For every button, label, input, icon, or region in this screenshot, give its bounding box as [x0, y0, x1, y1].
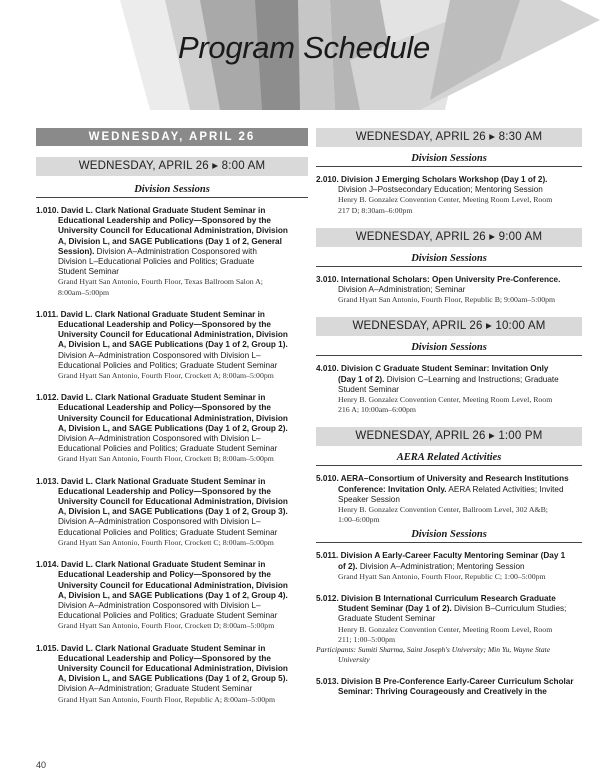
- session-5011: 5.011. Division A Early-Career Faculty Mentoring Seminar (Day 1 of 2). Division A–Administration; Mentoring Session Grand Hyatt San Antonio, Fourth Floor, Republic C; 1:00–5:00pm: [316, 551, 566, 581]
- session-1011: 1.011. David L. Clark National Graduate Student Seminar in Educational Leadership and Policy—Sponsored by the University Council for Educational Administration, Division A, Division L, and SAGE Publications (Day 1 of 2, Group 1). Division A–Administration Cosponsored with Division L– Educational Policies and Politics; Graduate Student Seminar Grand Hyatt San Antonio, Fourth Floor, Crockett A; 8:00am–5:00pm: [36, 309, 288, 381]
- time-slot-header: WEDNESDAY, APRIL 26 ▸ 9:00 AM: [316, 228, 582, 247]
- category-heading: Division Sessions: [36, 184, 308, 198]
- session-3010: 3.010. International Scholars: Open University Pre-Conference. Division A–Administration; Seminar Grand Hyatt San Antonio, Fourth Floor, Republic B; 9:00am–5:00pm: [316, 274, 561, 305]
- session-5010: 5.010. AERA–Consortium of University and Research Institutions Conference: Invitation Only. AERA Related Activities; Invited Speaker Session Henry B. Gonzalez Convention Center, Ballroom Level, 302 A&B; 1:00–6:00pm: [316, 474, 569, 525]
- page-number: 40: [36, 760, 47, 770]
- session-1010: 1.010. David L. Clark National Graduate Student Seminar in Educational Leadership and Policy—Sponsored by the University Council for Educational Administration, Division A, Division L, and SAGE Publications (Day 1 of 2, General Session). Division A–Administration Cosponsored with Division L–Educational Policies and Politics; Graduate Student Seminar Grand Hyatt San Antonio, Fourth Floor, Texas Ballroom Salon A; 8:00am–5:00pm: [36, 206, 288, 297]
- time-slot-header: WEDNESDAY, APRIL 26 ▸ 10:00 AM: [316, 317, 582, 336]
- session-1013: 1.013. David L. Clark National Graduate Student Seminar in Educational Leadership and Policy—Sponsored by the University Council for Educational Administration, Division A, Division L, and SAGE Publications (Day 1 of 2, Group 3). Division A–Administration Cosponsored with Division L– Educational Policies and Politics; Graduate Student Seminar Grand Hyatt San Antonio, Fourth Floor, Crockett C; 8:00am–5:00pm: [36, 476, 288, 547]
- session-1012: 1.012. David L. Clark National Graduate Student Seminar in Educational Leadership and Policy—Sponsored by the University Council for Educational Administration, Division A, Division L, and SAGE Publications (Day 1 of 2, Group 2). Division A–Administration Cosponsored with Division L– Educational Policies and Politics; Graduate Student Seminar Grand Hyatt San Antonio, Fourth Floor, Crockett B; 8:00am–5:00pm: [36, 393, 288, 464]
- session-4010: 4.010. Division C Graduate Student Seminar: Invitation Only (Day 1 of 2). Division C–Learning and Instructions; Graduate Student Seminar Henry B. Gonzalez Convention Center, Meeting Room Level, Room 216 A; 10:00am–6:00pm: [316, 364, 559, 415]
- session-5013: 5.013. Division B Pre-Conference Early-Career Curriculum Scholar Seminar: Thriving Courageously and Creatively in the: [316, 676, 574, 697]
- session-1014: 1.014. David L. Clark National Graduate Student Seminar in Educational Leadership and Policy—Sponsored by the University Council for Educational Administration, Division A, Division L, and SAGE Publications (Day 1 of 2, Group 4). Division A–Administration Cosponsored with Division L– Educational Policies and Politics; Graduate Student Seminar Grand Hyatt San Antonio, Fourth Floor, Crockett D; 8:00am–5:00pm: [36, 560, 288, 631]
- left-column: [36, 128, 308, 717]
- page-title: Program Schedule: [178, 30, 430, 65]
- time-slot-header: WEDNESDAY, APRIL 26 ▸ 8:30 AM: [316, 128, 582, 147]
- time-slot-header: WEDNESDAY, APRIL 26 ▸ 8:00 AM: [36, 157, 308, 176]
- session-5012: 5.012. Division B International Curriculum Research Graduate Student Seminar (Day 1 of 2). Division B–Curriculum Studies; Graduate Student Seminar Henry B. Gonzalez Convention Center, Meeting Room Level, Room 211; 1:00–5:00pm Participants: Sumiti Sharma, Saint Joseph's University; Min Yu, Wayne State University: [316, 594, 582, 665]
- header-banner: [0, 0, 603, 110]
- category-heading: Division Sessions: [316, 342, 582, 356]
- category-heading: Division Sessions: [316, 529, 582, 543]
- category-heading: Division Sessions: [316, 253, 582, 267]
- category-heading: AERA Related Activities: [316, 452, 582, 466]
- session-1015: 1.015. David L. Clark National Graduate Student Seminar in Educational Leadership and Policy—Sponsored by the University Council for Educational Administration, Division A, Division L, and SAGE Publications (Day 1 of 2, Group 5). Division A–Administration; Graduate Student Seminar Grand Hyatt San Antonio, Fourth Floor, Republic A; 8:00am–5:00pm: [36, 643, 288, 704]
- day-header: WEDNESDAY, APRIL 26: [36, 128, 308, 146]
- right-column: [316, 128, 582, 709]
- category-heading: Division Sessions: [316, 153, 582, 167]
- time-slot-header: WEDNESDAY, APRIL 26 ▸ 1:00 PM: [316, 427, 582, 446]
- session-2010: 2.010. Division J Emerging Scholars Workshop (Day 1 of 2). Division J–Postsecondary Education; Mentoring Session Henry B. Gonzalez Convention Center, Meeting Room Level, Room 217 D; 8:30am–6:00pm: [316, 175, 553, 215]
- participants: Participants: Sumiti Sharma, Saint Joseph's University; Min Yu, Wayne State: [316, 645, 551, 655]
